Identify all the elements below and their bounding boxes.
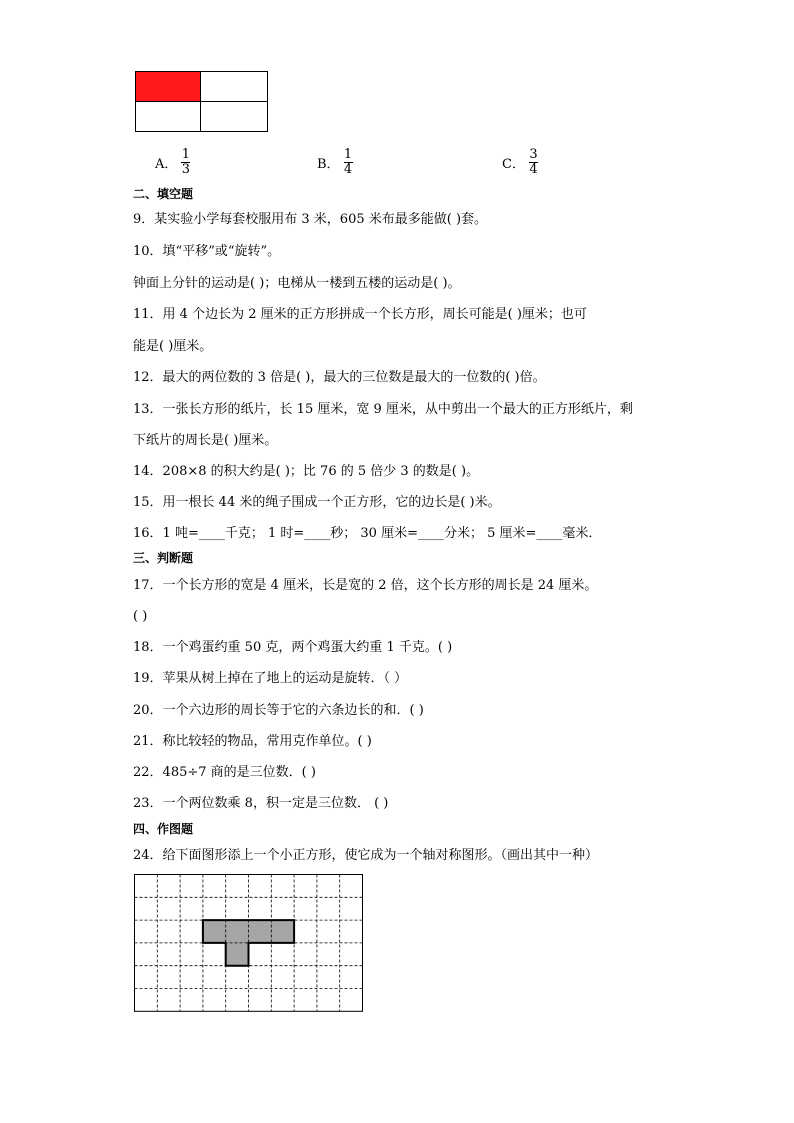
section-fill-in-heading: 二、填空题 — [133, 187, 194, 201]
denominator: 3 — [181, 162, 191, 177]
option-a-label: A． — [155, 157, 178, 172]
question-23: 23．一个两位数乘 8，积一定是三位数． ( ) — [133, 796, 389, 811]
question-24: 24．给下面图形添上一个小正方形，使它成为一个轴对称图形。（画出其中一种） — [133, 848, 599, 863]
drawing-grid[interactable] — [134, 874, 364, 1013]
option-b-fraction — [344, 148, 353, 177]
question-11-line1: 11．用 4 个边长为 2 厘米的正方形拼成一个长方形，周长可能是( )厘米；也可 — [133, 307, 587, 322]
section-judge-heading: 三、判断题 — [133, 551, 194, 565]
question-13-line1: 13．一张长方形的纸片，长 15 厘米，宽 9 厘米，从中剪出一个最大的正方形纸片，剩 — [133, 402, 633, 417]
question-19: 19．苹果从树上掉在了地上的运动是旋转．（ ） — [133, 671, 408, 686]
question-18: 18．一个鸡蛋约重 50 克，两个鸡蛋大约重 1 千克。( ) — [133, 640, 453, 655]
question-20: 20．一个六边形的周长等于它的六条边长的和．( ) — [133, 703, 424, 718]
numerator: 3 — [529, 147, 538, 162]
question-13-line2: 下纸片的周长是( )厘米。 — [133, 433, 278, 448]
question-11-line2: 能是( )厘米。 — [133, 339, 213, 354]
question-12: 12．最大的两位数的 3 倍是( )，最大的三位数是最大的一位数的( )倍。 — [133, 370, 546, 385]
question-10-title: 10．填“平移”或“旋转”。 — [133, 244, 281, 259]
question-17-answer: ( ) — [133, 609, 148, 624]
four-part-rectangle-figure — [135, 71, 268, 132]
numerator: 1 — [181, 147, 191, 162]
question-17-line1: 17．一个长方形的宽是 4 厘米，长是宽的 2 倍，这个长方形的周长是 24 厘米。 — [133, 578, 598, 593]
option-b[interactable] — [317, 148, 353, 177]
option-c-label: C． — [502, 157, 525, 172]
option-a-fraction — [181, 148, 190, 177]
question-9: 9．某实验小学每套校服用布 3 米，605 米布最多能做( )套。 — [133, 212, 488, 227]
option-b-label: B． — [317, 157, 340, 172]
denominator: 4 — [529, 162, 538, 177]
question-21: 21．称比较轻的物品，常用克作单位。( ) — [133, 734, 372, 749]
numerator: 1 — [343, 147, 353, 162]
question-14: 14．208×8 的积大约是( )；比 76 的 5 倍少 3 的数是( )。 — [133, 464, 480, 479]
section-draw-heading: 四、作图题 — [133, 822, 194, 836]
denominator: 4 — [343, 162, 353, 177]
option-a[interactable] — [155, 148, 190, 177]
question-22: 22．485÷7 商的是三位数．( ) — [133, 765, 316, 780]
option-c[interactable] — [502, 148, 538, 177]
question-15: 15．用一根长 44 米的绳子围成一个正方形，它的边长是( )米。 — [133, 495, 501, 510]
question-16: 16．1 吨=____千克； 1 时=____秒； 30 厘米=____分米； 5 厘米=____毫米． — [133, 526, 602, 541]
option-c-fraction — [529, 148, 538, 177]
shaded-quarter — [136, 72, 201, 102]
question-10-body: 钟面上分针的运动是( )；电梯从一楼到五楼的运动是( )。 — [133, 276, 461, 291]
